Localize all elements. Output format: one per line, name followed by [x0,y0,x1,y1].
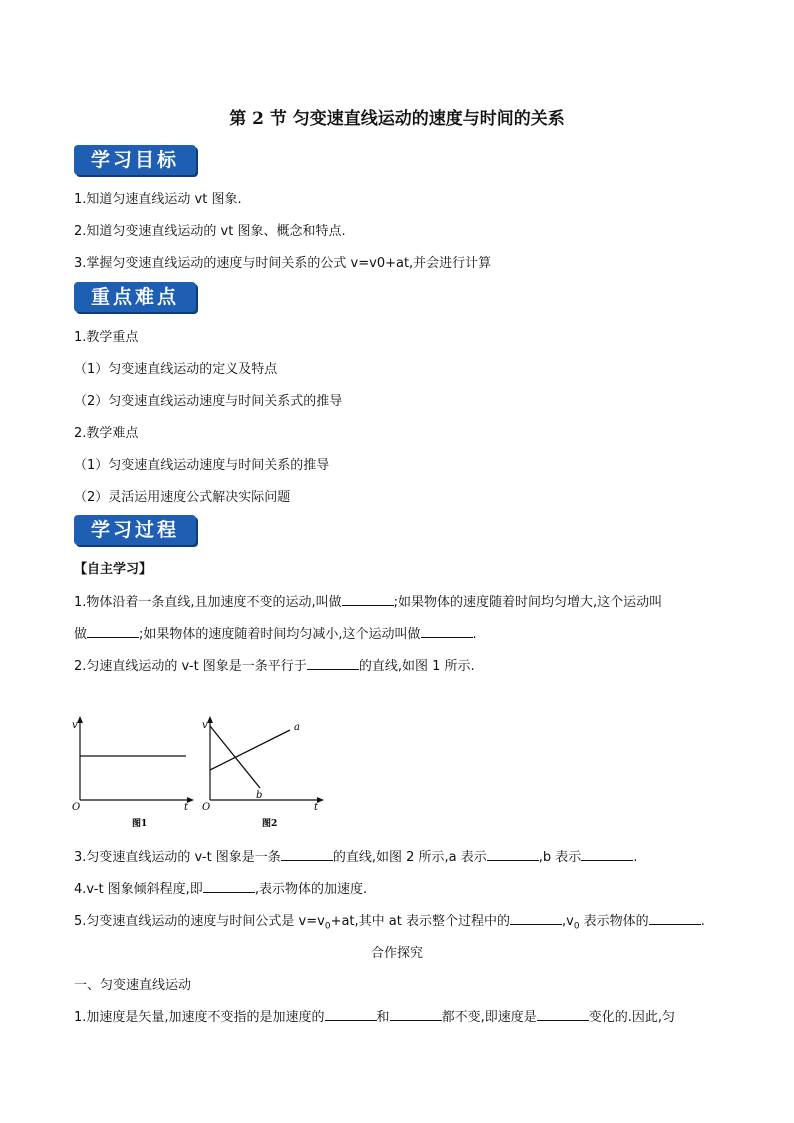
focus-item-2: （2）匀变速直线运动速度与时间关系式的推导 [74,394,343,409]
question-text: ;如果物体的速度随着时间均匀减小,这个运动叫做 [139,627,421,642]
fig2-line-b [210,726,260,788]
fig1-origin-label: O [72,802,81,813]
question-3 [74,846,637,865]
page-title: 第 2 节 匀变速直线运动的速度与时间的关系 [229,109,565,129]
section-banner-goals: 学习目标 [74,145,196,175]
fig2-a-label: a [294,722,300,733]
question-text: 都不变,即速度是 [441,1010,537,1025]
fill-blank[interactable] [649,912,701,925]
fill-blank[interactable] [342,593,394,606]
question-text: 的直线,如图 1 所示. [358,659,475,674]
question-text: ;如果物体的速度随着时间均匀增大,这个运动叫 [393,595,663,610]
fig2-t-label: t [314,802,319,813]
question-text: 5.匀变速直线运动的速度与时间公式是 v=v [74,914,325,929]
question-text: 表示物体的 [579,914,649,929]
fig1-t-label: t [184,802,189,813]
goal-3: 3.掌握匀变速直线运动的速度与时间关系的公式 v=v0+at,并会进行计算 [74,256,492,271]
question-text: ,表示物体的加速度. [254,882,368,897]
section-banner-process: 学习过程 [74,515,196,545]
cooperation-subheading: 一、匀变速直线运动 [74,978,192,993]
fill-blank[interactable] [510,912,562,925]
fig2-caption: 图2 [262,819,278,829]
fill-blank[interactable] [487,848,539,861]
subscript: 0 [324,921,331,932]
question-2 [74,655,475,674]
fill-blank[interactable] [581,848,633,861]
question-text: . [633,850,638,865]
cooperation-paragraph-1 [74,1006,675,1025]
question-text: 的直线,如图 2 所示,a 表示 [332,850,487,865]
question-text: +at,其中 at 表示整个过程中的 [330,914,510,929]
fill-blank[interactable] [281,848,333,861]
fill-blank[interactable] [87,625,139,638]
fig2-v-label: v [202,720,208,731]
question-text: ,v [561,914,574,929]
fig1-v-arrow [77,716,83,723]
fig2-t-arrow [317,797,324,803]
focus-item-1: （1）匀变速直线运动的定义及特点 [74,362,278,377]
difficulty-item-2: （2）灵活运用速度公式解决实际问题 [74,490,291,505]
fill-blank[interactable] [421,625,473,638]
difficulty-heading: 2.教学难点 [74,426,139,441]
question-text: 做 [74,627,88,642]
fill-blank[interactable] [325,1008,377,1021]
figure-1 [66,712,196,832]
fig2-line-a [210,730,290,770]
fig1-t-arrow [187,797,194,803]
fig2-v-arrow [207,716,213,723]
question-text: 3.匀变速直线运动的 v-t 图象是一条 [74,850,281,865]
figure-2 [196,712,326,832]
difficulty-item-1: （1）匀变速直线运动速度与时间关系的推导 [74,458,330,473]
cooperation-heading: 合作探究 [370,946,423,961]
fill-blank[interactable] [537,1008,589,1021]
section-banner-keypoints: 重点难点 [74,282,196,312]
question-1-line-2 [74,623,477,642]
question-text: 4.v-t 图象倾斜程度,即 [74,882,203,897]
question-text: ,b 表示 [538,850,582,865]
goal-1: 1.知道匀速直线运动 vt 图象. [74,192,242,207]
question-text: 2.匀速直线运动的 v-t 图象是一条平行于 [74,659,307,674]
fig2-b-label: b [256,790,263,801]
fig1-v-label: v [72,720,78,731]
fill-blank[interactable] [203,880,255,893]
question-text: 变化的.因此,匀 [588,1010,675,1025]
question-text: 和 [376,1010,390,1025]
question-4 [74,878,367,897]
fill-blank[interactable] [307,657,359,670]
focus-heading: 1.教学重点 [74,330,139,345]
fig1-caption: 图1 [132,819,148,829]
self-study-heading: 【自主学习】 [74,562,153,577]
question-text: . [700,914,705,929]
question-text: 1.物体沿着一条直线,且加速度不变的运动,叫做 [74,595,342,610]
question-text: 1.加速度是矢量,加速度不变指的是加速度的 [74,1010,325,1025]
fig2-origin-label: O [202,802,211,813]
question-1-line-1 [74,591,662,610]
question-text: . [472,627,477,642]
question-5 [74,910,705,932]
subscript: 0 [573,921,580,932]
goal-2: 2.知道匀变速直线运动的 vt 图象、概念和特点. [74,224,346,239]
fill-blank[interactable] [390,1008,442,1021]
